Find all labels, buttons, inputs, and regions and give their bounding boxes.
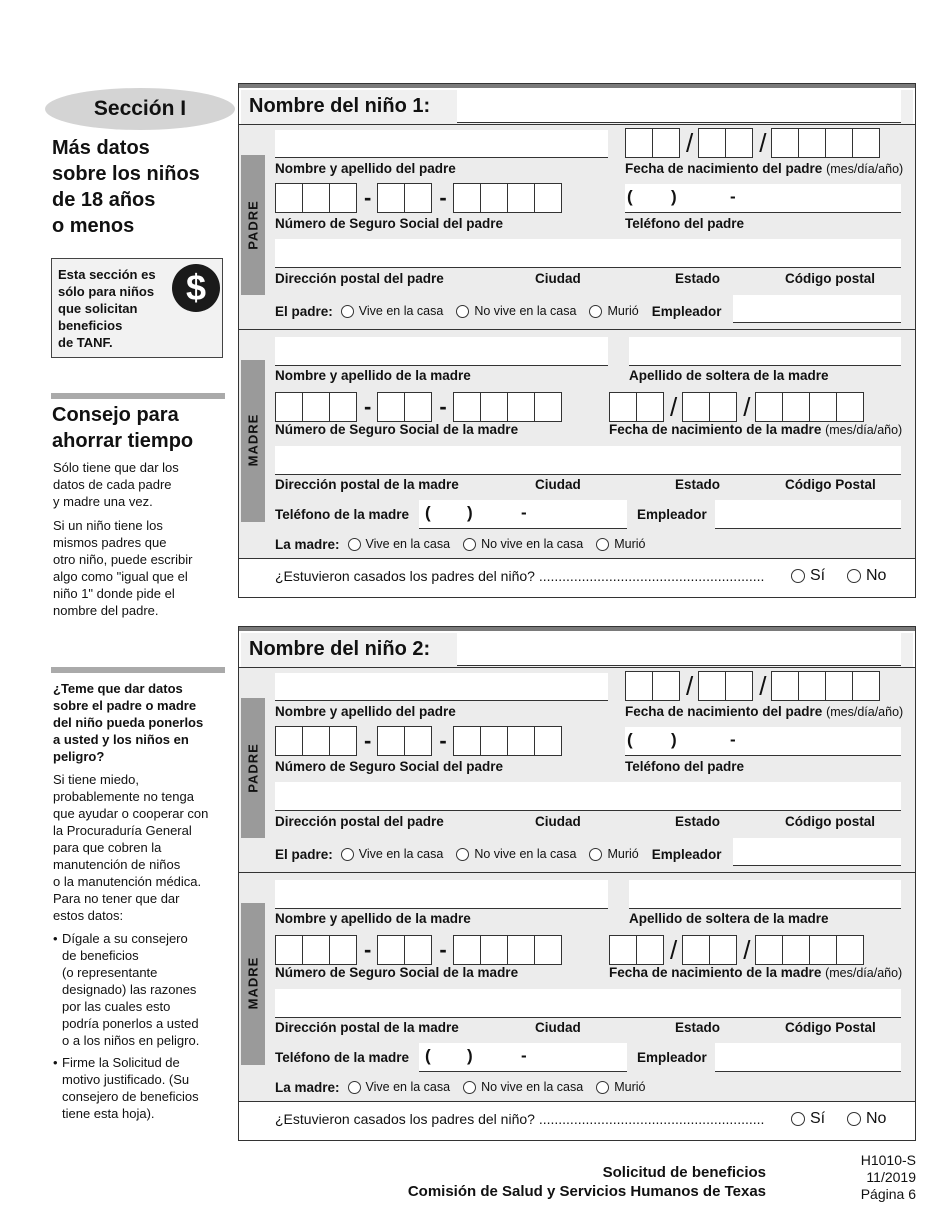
married-question: ¿Estuvieron casados los padres del niño? .......................................................... [275,1111,765,1127]
father-address-input[interactable] [275,782,901,811]
child-title: Nombre del niño 1: [249,95,431,117]
mother-address-input[interactable] [275,989,901,1018]
zip-label: Código postal [785,271,875,286]
father-name-label: Nombre y apellido del padre [275,161,456,176]
father-employer-input[interactable] [733,838,901,866]
radio-circle-icon [348,1081,361,1094]
mother-section [239,873,915,1101]
father-band-label: PADRE [245,743,261,793]
married-no[interactable]: No [847,567,886,585]
radio-lives[interactable]: Vive en la casa [348,537,451,551]
mother-maiden-label: Apellido de soltera de la madre [629,368,829,383]
mother-ssn-label: Número de Seguro Social de la madre [275,422,519,437]
mother-phone-input[interactable]: ( ) - [419,1043,627,1072]
mother-band-label: MADRE [245,956,261,1010]
mother-ssn-label: Número de Seguro Social de la madre [275,965,519,980]
child-title: Nombre del niño 2: [249,638,431,660]
radio-circle-icon [348,538,361,551]
mother-ssn-input[interactable]: - - [275,392,562,422]
radio-circle-icon [463,1081,476,1094]
married-row [239,559,915,597]
mother-dob-input[interactable]: / / [609,935,864,965]
radio-circle-icon [341,305,354,318]
mother-name-input[interactable] [275,880,608,909]
father-dob-input[interactable]: / / [625,671,880,701]
section-badge: Sección I [45,88,235,130]
child-name-input[interactable] [457,90,901,123]
employer-label: Empleador [637,507,707,522]
state-label: Estado [675,814,721,829]
father-section [239,125,915,329]
father-band-label: PADRE [245,200,261,250]
radio-died[interactable]: Murió [589,304,638,318]
mother-address-label: Dirección postal de la madre [275,477,459,492]
mother-maiden-input[interactable] [629,337,901,366]
mother-status: La madre: Vive en la casa No vive en la casa Murió [275,1079,646,1095]
employer-label: Empleador [637,1050,707,1065]
form-title: Solicitud de beneficios [602,1164,766,1181]
father-ssn-label: Número de Seguro Social del padre [275,216,504,231]
mother-band-label: MADRE [245,413,261,467]
father-phone-label: Teléfono del padre [625,759,745,774]
father-name-label: Nombre y apellido del padre [275,704,456,719]
fear-heading: ¿Teme que dar datos sobre el padre o madre del niño pueda ponerlos a usted y los niños en peligro? [53,681,204,764]
mother-address-input[interactable] [275,446,901,475]
married-yes[interactable]: Sí [791,1110,825,1128]
father-dob-input[interactable]: / / [625,128,880,158]
radio-circle-icon [847,569,861,583]
father-ssn-input[interactable]: - - [275,183,562,213]
radio-circle-icon [589,305,602,318]
tip-heading: Consejo para ahorrar tiempo [52,404,194,452]
father-name-input[interactable] [275,130,608,158]
married-question: ¿Estuvieron casados los padres del niño? .......................................................... [275,568,765,584]
mother-maiden-label: Apellido de soltera de la madre [629,911,829,926]
city-label: Ciudad [535,814,581,829]
child-panel-1 [238,83,916,598]
mother-dob-label: Fecha de nacimiento de la madre (mes/día/año) [609,422,903,437]
radio-circle-icon [456,305,469,318]
zip-label: Código Postal [785,1020,876,1035]
mother-phone-input[interactable]: ( ) - [419,500,627,529]
state-label: Estado [675,1020,721,1035]
zip-label: Código postal [785,814,875,829]
fear-paragraph: Si tiene miedo, probablemente no tenga que ayudar o cooperar con la Procuraduría General para que cobren la manutención de niños o la manutención médica. Para no tener que dar estos datos: [53,772,209,923]
radio-not-lives[interactable]: No vive en la casa [463,537,583,551]
mother-address-label: Dirección postal de la madre [275,1020,459,1035]
married-yes[interactable]: Sí [791,567,825,585]
child-name-input[interactable] [457,633,901,666]
city-label: Ciudad [535,1020,581,1035]
radio-not-lives[interactable]: No vive en la casa [463,1080,583,1094]
radio-not-lives[interactable]: No vive en la casa [456,847,576,861]
mother-phone-label: Teléfono de la madre [275,507,410,522]
radio-circle-icon [589,848,602,861]
zip-label: Código Postal [785,477,876,492]
father-dob-label: Fecha de nacimiento del padre (mes/día/año) [625,704,904,719]
section-heading: Más datos sobre los niños de 18 años o menos [52,137,200,237]
city-label: Ciudad [535,271,581,286]
mother-name-label: Nombre y apellido de la madre [275,911,471,926]
mother-section [239,330,915,558]
child-panel-2 [238,626,916,1141]
radio-not-lives[interactable]: No vive en la casa [456,304,576,318]
mother-dob-label: Fecha de nacimiento de la madre (mes/día/año) [609,965,903,980]
state-label: Estado [675,271,721,286]
father-phone-input[interactable]: ( ) - [625,727,901,756]
city-label: Ciudad [535,477,581,492]
father-name-input[interactable] [275,673,608,701]
radio-circle-icon [596,538,609,551]
radio-lives[interactable]: Vive en la casa [348,1080,451,1094]
radio-circle-icon [341,848,354,861]
radio-died[interactable]: Murió [596,1080,645,1094]
father-status: El padre: Vive en la casa No vive en la casa Murió Empleador [275,846,722,862]
radio-circle-icon [456,848,469,861]
father-dob-label: Fecha de nacimiento del padre (mes/día/año) [625,161,904,176]
father-phone-input[interactable]: ( ) - [625,184,901,213]
mother-employer-input[interactable] [715,1043,901,1072]
divider [51,393,225,399]
radio-circle-icon [847,1112,861,1126]
father-address-input[interactable] [275,239,901,268]
tip-paragraph: Sólo tiene que dar los datos de cada padre y madre una vez. [53,460,179,509]
mother-name-input[interactable] [275,337,608,366]
father-ssn-input[interactable]: - - [275,726,562,756]
father-phone-label: Teléfono del padre [625,216,745,231]
divider [51,667,225,673]
mother-dob-input[interactable]: / / [609,392,864,422]
dollar-icon: $ [172,264,220,312]
father-address-label: Dirección postal del padre [275,271,444,286]
mother-ssn-input[interactable]: - - [275,935,562,965]
state-label: Estado [675,477,721,492]
radio-lives[interactable]: Vive en la casa [341,304,444,318]
father-employer-input[interactable] [733,295,901,323]
radio-circle-icon [463,538,476,551]
mother-name-label: Nombre y apellido de la madre [275,368,471,383]
tanf-notice: Esta sección es sólo para niños que solicitan beneficios de TANF. $ [51,258,223,358]
mother-status: La madre: Vive en la casa No vive en la casa Murió [275,536,646,552]
agency-name: Comisión de Salud y Servicios Humanos de Texas [407,1183,766,1200]
radio-died[interactable]: Murió [589,847,638,861]
mother-employer-input[interactable] [715,500,901,529]
tip-paragraph-2: Si un niño tiene los mismos padres que otro niño, puede escribir algo como "igual que el niño 1" donde pide el nombre del padre. [53,518,193,618]
father-status: El padre: Vive en la casa No vive en la casa Murió Empleador [275,303,722,319]
radio-circle-icon [596,1081,609,1094]
form-code: H1010-S 11/2019 Página 6 [860,1152,916,1202]
radio-died[interactable]: Murió [596,537,645,551]
father-address-label: Dirección postal del padre [275,814,444,829]
married-no[interactable]: No [847,1110,886,1128]
mother-maiden-input[interactable] [629,880,901,909]
married-row [239,1102,915,1140]
radio-lives[interactable]: Vive en la casa [341,847,444,861]
mother-phone-label: Teléfono de la madre [275,1050,410,1065]
radio-circle-icon [791,1112,805,1126]
radio-circle-icon [791,569,805,583]
father-section [239,668,915,872]
father-ssn-label: Número de Seguro Social del padre [275,759,504,774]
